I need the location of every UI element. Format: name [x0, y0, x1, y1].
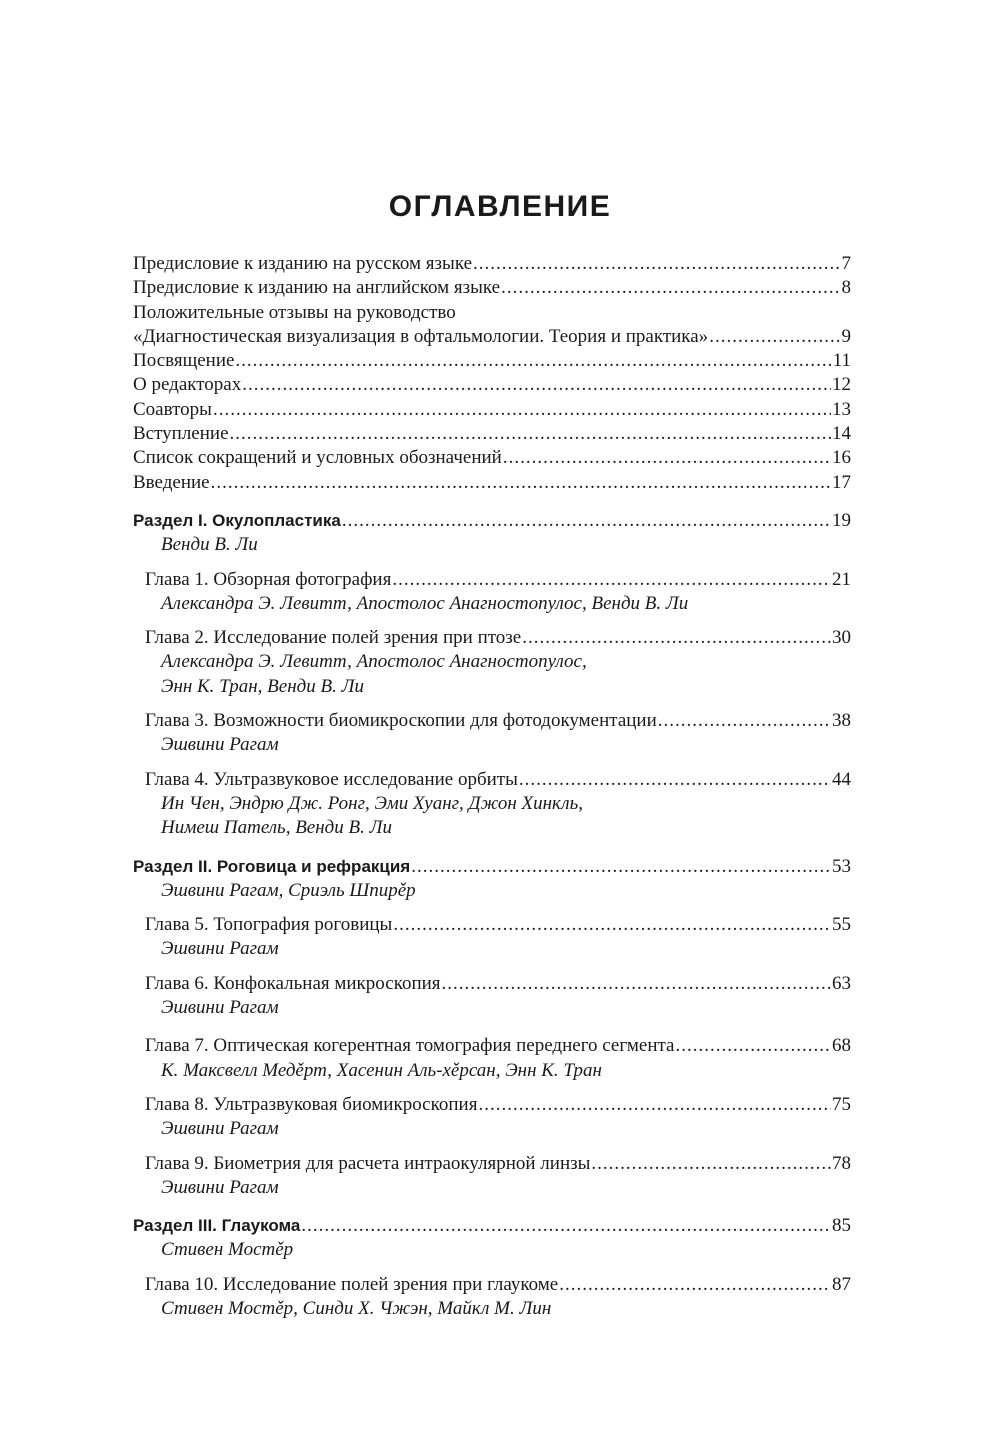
- toc-entry-page: 8: [841, 277, 851, 299]
- toc-chapter-entry[interactable]: [133, 768, 851, 792]
- toc-entry-page: 14: [832, 423, 851, 445]
- dot-leader: [478, 1093, 831, 1117]
- table-of-contents: [133, 252, 851, 1321]
- toc-entry-label: О редакторах: [133, 374, 242, 396]
- toc-entry[interactable]: [133, 325, 851, 349]
- section-authors: Венди В. Ли: [161, 534, 258, 556]
- dot-leader: [522, 626, 831, 650]
- toc-entry-label: Посвящение: [133, 350, 235, 372]
- toc-chapter-label: Глава 6. Конфокальная микроскопия: [145, 972, 441, 994]
- dot-leader: [519, 768, 831, 792]
- chapter-authors: Эшвини Рагам: [161, 997, 279, 1019]
- toc-chapter-label: Глава 9. Биометрия для расчета интраокулярной линзы: [145, 1152, 591, 1174]
- chapter-authors: Нимеш Патель, Венди В. Ли: [161, 817, 393, 839]
- toc-entry[interactable]: [133, 373, 851, 397]
- toc-section-entry[interactable]: [133, 855, 851, 879]
- toc-chapter-page: 55: [832, 914, 851, 936]
- toc-section-page: 19: [832, 509, 851, 531]
- toc-entry[interactable]: [133, 252, 851, 276]
- toc-section-label: Раздел III. Глаукома: [133, 1216, 301, 1236]
- section-authors: Эшвини Рагам, Сриэль Шпирěр: [161, 879, 416, 901]
- toc-chapter-label: Глава 5. Топография роговицы: [145, 914, 393, 936]
- dot-leader: [503, 446, 831, 470]
- toc-entry[interactable]: [133, 349, 851, 373]
- toc-chapter-entry[interactable]: [133, 1093, 851, 1117]
- chapter-authors: Эшвини Рагам: [161, 1118, 279, 1140]
- toc-entry[interactable]: [133, 398, 851, 422]
- chapter-authors: К. Максвелл Медěрт, Хасенин Аль-хěрсан, Энн К. Тран: [161, 1059, 602, 1081]
- toc-section-label: Раздел II. Роговица и рефракция: [133, 856, 411, 876]
- toc-entry-label: «Диагностическая визуализация в офтальмологии. Теория и практика»: [133, 325, 709, 347]
- toc-chapter-page: 63: [832, 972, 851, 994]
- toc-section-page: 53: [832, 855, 851, 877]
- toc-chapter-label: Глава 7. Оптическая когерентная томография переднего сегмента: [145, 1035, 675, 1057]
- toc-entry-page: 11: [832, 350, 851, 372]
- toc-entry[interactable]: [133, 276, 851, 300]
- toc-chapter-label: Глава 8. Ультразвуковая биомикроскопия: [145, 1093, 478, 1115]
- toc-entry[interactable]: [133, 422, 851, 446]
- dot-leader: [301, 1214, 831, 1238]
- toc-entry-label: Предисловие к изданию на русском языке: [133, 253, 473, 274]
- dot-leader: [393, 913, 831, 937]
- toc-chapter-page: 21: [832, 568, 851, 590]
- dot-leader: [591, 1152, 831, 1176]
- toc-section-label: Раздел I. Окулопластика: [133, 510, 341, 530]
- toc-entry-page: 12: [832, 374, 851, 396]
- toc-chapter-label: Глава 4. Ультразвуковое исследование орбиты: [145, 768, 518, 790]
- dot-leader: [342, 509, 831, 533]
- dot-leader: [658, 709, 831, 733]
- toc-chapter-entry[interactable]: [133, 626, 851, 650]
- toc-section: [133, 855, 851, 1201]
- toc-section: [133, 509, 851, 841]
- chapter-authors: Стивен Мостěр, Синди Х. Чжэн, Майкл М. Лин: [161, 1297, 552, 1319]
- dot-leader: [213, 398, 831, 422]
- toc-chapter-label: Глава 3. Возможности биомикроскопии для фотодокументации: [145, 710, 657, 732]
- dot-leader: [559, 1273, 831, 1297]
- toc-entry-page: 13: [832, 398, 851, 420]
- toc-section: [133, 1214, 851, 1321]
- toc-chapter-entry[interactable]: [133, 913, 851, 937]
- dot-leader: [709, 325, 840, 349]
- toc-entry-label-line: Положительные отзывы на руководство: [133, 301, 456, 323]
- toc-chapter-page: 38: [832, 710, 851, 732]
- dot-leader: [473, 252, 840, 276]
- toc-chapter-page: 78: [832, 1152, 851, 1174]
- toc-entry-label: Вступление: [133, 423, 229, 445]
- chapter-authors: Александра Э. Левитт, Апостолос Анагностопулос, Венди В. Ли: [161, 592, 689, 614]
- toc-entry-label: Введение: [133, 471, 210, 493]
- toc-chapter-page: 30: [832, 627, 851, 649]
- chapter-authors: Ин Чен, Эндрю Дж. Ронг, Эми Хуанг, Джон Хинкль,: [161, 792, 583, 814]
- dot-leader: [442, 972, 831, 996]
- toc-section-page: 85: [832, 1215, 851, 1237]
- toc-entry[interactable]: [133, 446, 851, 470]
- toc-chapter-page: 75: [832, 1093, 851, 1115]
- front-matter: [133, 252, 851, 495]
- toc-chapter-entry[interactable]: [133, 1034, 851, 1058]
- toc-chapter-page: 44: [832, 768, 851, 790]
- toc-chapter-entry[interactable]: [133, 568, 851, 592]
- chapter-authors: Александра Э. Левитт, Апостолос Анагностопулос,: [161, 651, 587, 673]
- chapter-authors: Эшвини Рагам: [161, 734, 279, 756]
- toc-section-entry[interactable]: [133, 1214, 851, 1238]
- chapter-authors: Эшвини Рагам: [161, 1176, 279, 1198]
- toc-entry-page: 16: [832, 447, 851, 469]
- toc-chapter-entry[interactable]: [133, 709, 851, 733]
- dot-leader: [235, 349, 831, 373]
- toc-chapter-label: Глава 10. Исследование полей зрения при глаукоме: [145, 1273, 559, 1295]
- chapter-authors: Эшвини Рагам: [161, 938, 279, 960]
- chapter-authors: Энн К. Тран, Венди В. Ли: [161, 675, 364, 697]
- toc-chapter-label: Глава 1. Обзорная фотография: [145, 568, 392, 590]
- toc-entry[interactable]: [133, 471, 851, 495]
- dot-leader: [242, 373, 831, 397]
- toc-entry-page: 17: [832, 471, 851, 493]
- section-authors: Стивен Мостěр: [161, 1239, 294, 1261]
- toc-chapter-label: Глава 2. Исследование полей зрения при птозе: [145, 627, 522, 649]
- toc-chapter-entry[interactable]: [133, 1152, 851, 1176]
- dot-leader: [411, 855, 831, 879]
- dot-leader: [676, 1034, 832, 1058]
- toc-section-entry[interactable]: [133, 509, 851, 533]
- toc-entry-page: 9: [841, 325, 851, 347]
- toc-entry-label: Список сокращений и условных обозначений: [133, 447, 502, 469]
- dot-leader: [211, 471, 831, 495]
- dot-leader: [501, 276, 840, 300]
- toc-entry-page: 7: [841, 253, 851, 274]
- toc-entry-label: Соавторы: [133, 398, 212, 420]
- dot-leader: [392, 568, 831, 592]
- toc-chapter-page: 68: [832, 1035, 851, 1057]
- dot-leader: [230, 422, 831, 446]
- toc-chapter-page: 87: [832, 1273, 851, 1295]
- toc-entry-label: Предисловие к изданию на английском языке: [133, 277, 501, 299]
- toc-chapter-entry[interactable]: [133, 972, 851, 996]
- toc-chapter-entry[interactable]: [133, 1273, 851, 1297]
- page-title: ОГЛАВЛЕНИЕ: [388, 190, 612, 223]
